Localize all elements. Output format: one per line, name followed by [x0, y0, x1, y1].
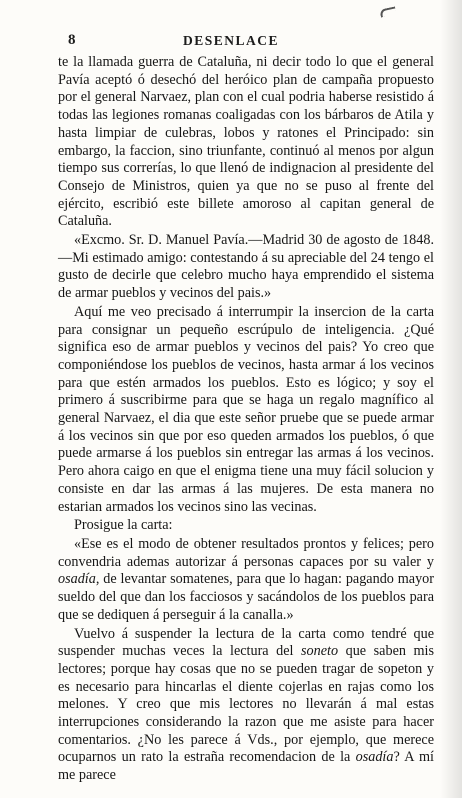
italic-word: osadía: [355, 749, 394, 766]
text-run: , de levantar somatenes, para que lo hagan: pagando mayor sueldo del que dan los facciosos y sacándolos de los pueblos para que se dediquen á perseguir á la canalla.»: [58, 571, 434, 623]
italic-word: osadía: [58, 571, 96, 588]
page-number: 8: [68, 32, 76, 48]
paragraph: [58, 626, 434, 785]
text-run: «Ese es el modo de obtener resultados prontos y felices; pero convendria ademas autorizar á personas capaces por su valer y: [58, 535, 434, 570]
quoted-letter-paragraph: [58, 536, 434, 625]
text-run: Vuelvo á suspender la lectura de la carta como tendré que suspender muchas veces la lectura del: [58, 625, 434, 660]
corner-ink-mark: [379, 6, 396, 17]
page-header: [0, 30, 462, 50]
text-run: ? A mí me parece: [58, 749, 434, 784]
italic-word: soneto: [301, 643, 339, 660]
text-run: que saben mis lectores; porque hay cosas que no se pueden tragar de sopeton y es necesario para hincarlas el diente cojerlas en rajas como los melones. Y creo que mis lectores no llevarán á mal estas interrupciones considerando la razon que me asiste para hacer comentarios. ¿No les parece á Vds., por ejemplo, que merece ocuparnos un rato la estraña recomendacion de la: [58, 643, 434, 766]
running-title: DESENLACE: [182, 33, 280, 48]
paragraph: te la llamada guerra de Cataluña, ni decir todo lo que el general Pavía aceptó ó desechó del heróico plan de campaña propuesto por el general Narvaez, plan con el cual podria haberse resistido á todas las legiones romanas coaligadas con los bárbaros de Atila y hasta limpiar de culebras, lobos y ratones el Principado: sin embargo, la faccion, sino triunfante, continuó al menos por algun tiempo sus correrías, lo que llenó de indignacion al presidente del Consejo de Ministros, quien ya que no se puso al frente del ejército, escribió este billete amoroso al capitan general de Cataluña.: [58, 54, 434, 230]
body-text: [58, 54, 434, 785]
quoted-letter-paragraph: «Excmo. Sr. D. Manuel Pavía.—Madrid 30 de agosto de 1848. —Mi estimado amigo: contestando á su apreciable del 24 tengo el gusto de decirle que celebro mucho haya emprendido el sistema de armar pueblos y vecinos del pais.»: [58, 232, 434, 302]
page-edge-shadow: [440, 0, 462, 798]
paragraph: Aquí me veo precisado á interrumpir la insercion de la carta para consignar un pequeño escrúpulo de inteligencia. ¿Qué significa eso de armar pueblos y vecinos del pais? Yo creo que componiéndose los pueblos de vecinos, hasta armar á los vecinos para que estén armados los pueblos. Esto es lógico; y soy el primero á suscribirme para que se haga un regalo magnífico al general Narvaez, el dia que este señor pruebe que se puede armar á los vecinos sin que por eso queden armados los pueblos, ó que puede armarse á los pueblos sin entregar las armas á los vecinos. Pero ahora caigo en que el enigma tiene una muy fácil solucion y consiste en dar las armas á las mujeres. De esta manera no estarian armados los vecinos sino las vecinas.: [58, 303, 434, 515]
paragraph: Prosigue la carta:: [74, 517, 173, 534]
